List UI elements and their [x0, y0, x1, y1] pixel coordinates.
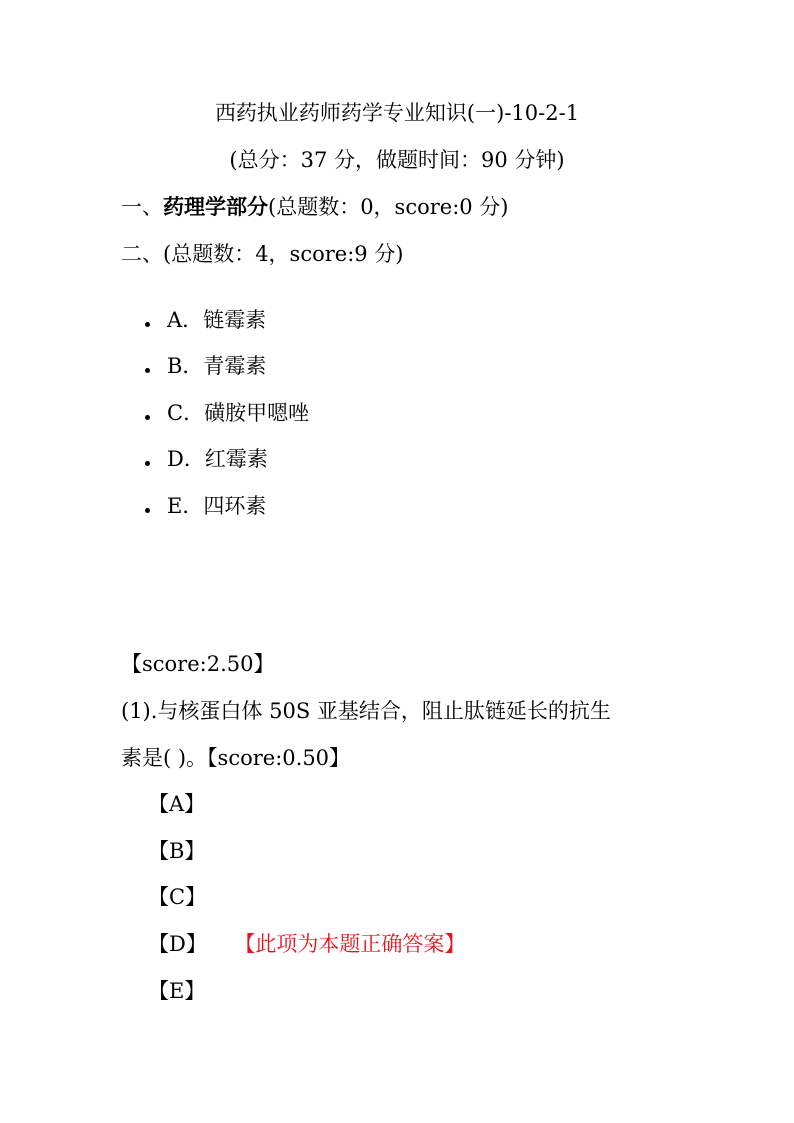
option-d: D．红霉素	[167, 447, 268, 471]
bullet-icon	[145, 368, 150, 373]
option-c: C．磺胺甲嗯唑	[167, 401, 310, 425]
question-text-line-2: 素是( )。【score:0.50】	[121, 746, 351, 770]
option-a: A．链霉素	[167, 308, 267, 332]
document-title: 西药执业药师药学专业知识(一)-10-2-1	[214, 101, 580, 125]
option-e: E．四环素	[167, 494, 267, 518]
bullet-icon	[145, 415, 150, 420]
answer-c: 【C】	[148, 885, 207, 909]
section-heading-2: 二、(总题数：4，score:9 分)	[121, 242, 404, 266]
answer-b: 【B】	[148, 839, 206, 863]
group-score: 【score:2.50】	[121, 652, 275, 676]
bullet-icon	[145, 508, 150, 513]
answer-e: 【E】	[148, 979, 206, 1003]
answer-d	[148, 929, 465, 959]
bullet-icon	[145, 461, 150, 466]
correct-answer-note: 【此项为本题正确答案】	[244, 932, 466, 956]
bullet-icon	[145, 322, 150, 327]
answer-d-label: 【D】	[148, 932, 207, 956]
option-b: B．青霉素	[167, 354, 267, 378]
section-1-prefix: 一、	[121, 195, 163, 219]
question-text-line-1: (1).与核蛋白体 50S 亚基结合，阻止肽链延长的抗生	[121, 699, 611, 723]
document-subtitle: (总分：37 分，做题时间：90 分钟)	[229, 148, 565, 172]
answer-a: 【A】	[148, 792, 206, 816]
section-heading-1	[121, 192, 509, 222]
section-1-title: 药理学部分	[163, 194, 268, 219]
section-1-summary: (总题数：0，score:0 分)	[268, 195, 509, 219]
